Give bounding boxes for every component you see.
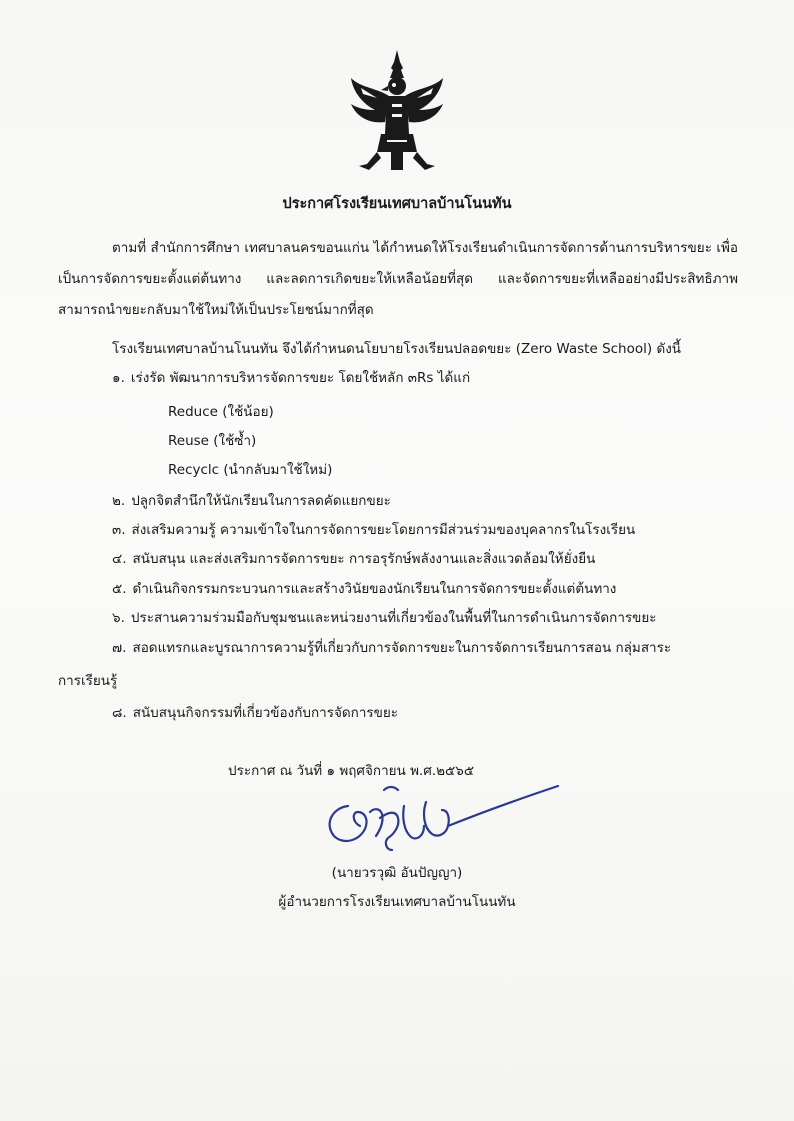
list-item-5 xyxy=(112,577,616,599)
intro-paragraph xyxy=(58,233,738,326)
list-item-8 xyxy=(112,701,398,723)
list-item-text: ส่งเสริมความรู้ ความเข้าใจในการจัดการขยะโดยการมีส่วนร่วมของบุคลากรในโรงเรียน xyxy=(131,522,636,538)
list-item-text: เร่งรัด พัฒนาการบริหารจัดการขยะ โดยใช้หลัก ๓Rs ได้แก่ xyxy=(130,370,471,386)
list-item-number: ๒. xyxy=(112,493,126,509)
signer-name: (นายวรวุฒิ อันปัญญา) xyxy=(331,865,463,881)
list-item-number: ๕. xyxy=(112,581,127,597)
signer-title: ผู้อำนวยการโรงเรียนเทศบาลบ้านโนนทัน xyxy=(278,894,516,910)
list-item-text: ดำเนินกิจกรรมกระบวนการและสร้างวินัยของนักเรียนในการจัดการขยะตั้งแต่ต้นทาง xyxy=(132,581,617,597)
garuda-emblem-icon xyxy=(347,48,447,176)
policy-lead: โรงเรียนเทศบาลบ้านโนนทัน จึงได้กำหนดนโยบายโรงเรียนปลอดขยะ (Zero Waste School) ดังนี้ xyxy=(112,341,682,357)
list-item-number: ๑. xyxy=(112,370,125,386)
list-item-1 xyxy=(112,366,470,388)
list-item-6 xyxy=(112,606,657,628)
rs-item-recycle: Recyclc (นำกลับมาใช้ใหม่) xyxy=(168,462,333,478)
rs-item-reuse: Reuse (ใช้ซ้ำ) xyxy=(168,433,257,449)
list-item-number: ๗. xyxy=(112,640,127,656)
list-item-number: ๘. xyxy=(112,705,127,721)
list-item-text: สนับสนุน และส่งเสริมการจัดการขยะ การอรุรักษ์พลังงานและสิ่งแวดล้อมให้ยั่งยืน xyxy=(132,551,596,567)
signature-image xyxy=(318,778,568,858)
list-item-text: ประสานความร่วมมือกับชุมชนและหน่วยงานที่เกี่ยวข้องในพื้นที่ในการดำเนินการจัดการขยะ xyxy=(130,610,657,626)
list-item-text: สอดแทรกและบูรณาการความรู้ที่เกี่ยวกับการจัดการขยะในการจัดการเรียนการสอน กลุ่มสาระ xyxy=(132,640,672,656)
list-item-3 xyxy=(112,518,635,540)
list-item-text: ปลูกจิตสำนึกให้นักเรียนในการลดคัดแยกขยะ xyxy=(131,493,391,509)
list-item-7 xyxy=(112,636,671,658)
rs-item-reduce: Reduce (ใช้น้อย) xyxy=(168,404,274,420)
list-item-number: ๔. xyxy=(112,551,127,567)
list-item-number: ๖. xyxy=(112,610,125,626)
list-item-text: สนับสนุนกิจกรรมที่เกี่ยวข้องกับการจัดการขยะ xyxy=(132,705,399,721)
list-item-7-continued: การเรียนรู้ xyxy=(58,673,118,689)
announcement-date: ประกาศ ณ วันที่ ๑ พฤศจิกายน พ.ศ.๒๕๖๕ xyxy=(228,763,475,779)
intro-text: ตามที่ สำนักการศึกษา เทศบาลนครขอนแก่น ได้กำหนดให้โรงเรียนดำเนินการจัดการด้านการบริหารขยะ เพื่อเป็นการจัดการขยะตั้งแต่ต้นทาง และลดการเกิดขยะให้เหลือน้อยที่สุด และจัดการขยะที่เหลืออย่างมีประสิทธิภาพ สามารถนำขยะกลับมาใช้ใหม่ให้เป็นประโยชน์มากที่สุด xyxy=(58,240,738,318)
list-item-4 xyxy=(112,547,595,569)
document-title: ประกาศโรงเรียนเทศบาลบ้านโนนทัน xyxy=(282,196,512,212)
list-item-2 xyxy=(112,489,391,511)
list-item-number: ๓. xyxy=(112,522,126,538)
